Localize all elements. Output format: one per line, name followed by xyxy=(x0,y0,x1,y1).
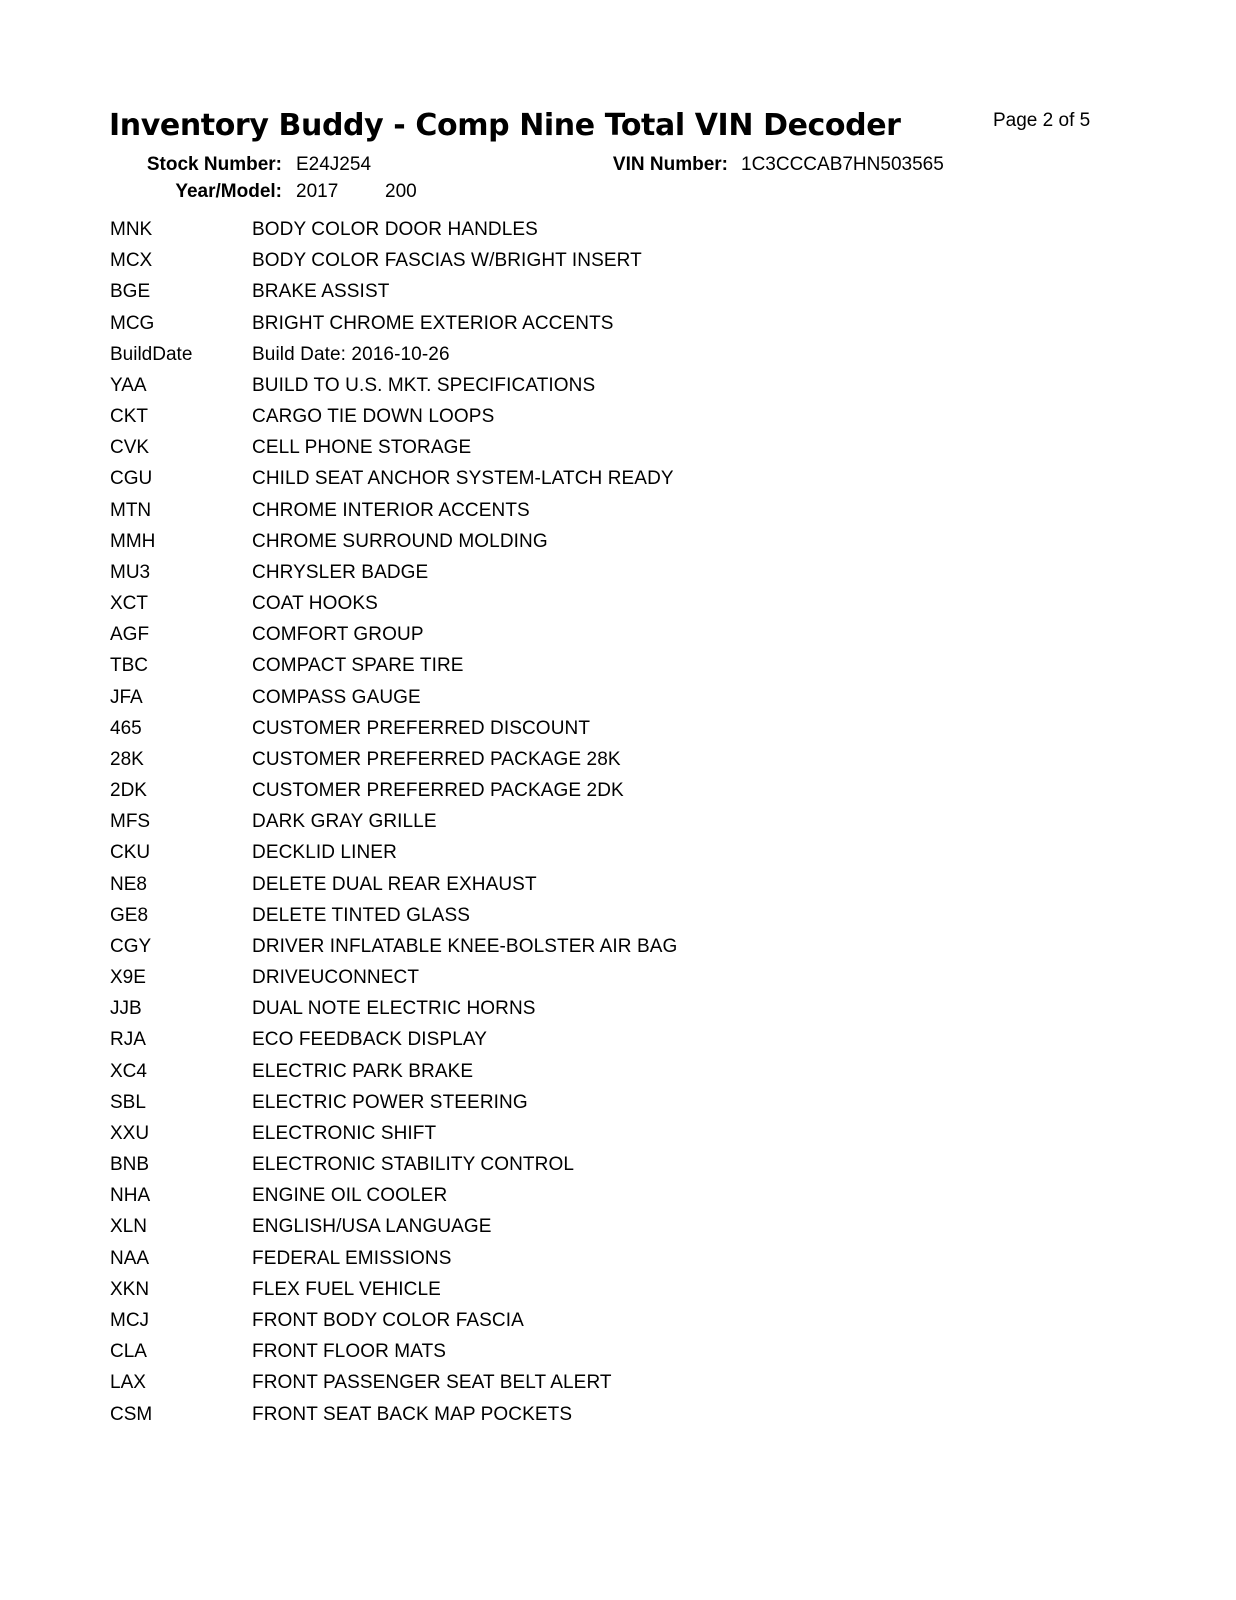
option-description: CUSTOMER PREFERRED PACKAGE 28K xyxy=(252,748,621,770)
vin-number-value: 1C3CCCAB7HN503565 xyxy=(741,154,944,175)
option-row xyxy=(0,624,1236,655)
option-row xyxy=(0,500,1236,531)
option-row xyxy=(0,1029,1236,1060)
page-number: Page 2 of 5 xyxy=(993,110,1091,131)
option-description: ENGINE OIL COOLER xyxy=(252,1185,448,1207)
option-row xyxy=(0,687,1236,718)
option-code: CKT xyxy=(110,406,148,427)
option-row xyxy=(0,437,1236,468)
option-description: DECKLID LINER xyxy=(252,842,397,864)
option-description: DARK GRAY GRILLE xyxy=(252,811,437,833)
option-code: CGU xyxy=(110,468,153,490)
option-description: COMPACT SPARE TIRE xyxy=(252,655,464,677)
option-row xyxy=(0,1123,1236,1154)
option-row xyxy=(0,811,1236,842)
option-code: 2DK xyxy=(110,780,147,802)
option-description: CARGO TIE DOWN LOOPS xyxy=(252,406,495,427)
option-row xyxy=(0,967,1236,998)
option-code: CKU xyxy=(110,842,151,864)
option-code: MCG xyxy=(110,312,155,334)
option-code: MNK xyxy=(110,219,153,240)
option-description: FRONT BODY COLOR FASCIA xyxy=(252,1310,524,1331)
option-row xyxy=(0,905,1236,936)
option-description: CELL PHONE STORAGE xyxy=(252,437,472,459)
option-code: BuildDate xyxy=(110,343,193,365)
option-description: FRONT FLOOR MATS xyxy=(252,1341,447,1363)
option-code: MCJ xyxy=(110,1310,150,1331)
option-row xyxy=(0,1279,1236,1310)
option-description: COMPASS GAUGE xyxy=(252,686,421,708)
option-row xyxy=(0,406,1236,437)
option-row xyxy=(0,1154,1236,1185)
option-row xyxy=(0,1061,1236,1092)
option-code: 28K xyxy=(110,748,144,770)
option-description: DRIVEUCONNECT xyxy=(252,967,420,989)
option-row xyxy=(0,718,1236,749)
option-description: DELETE DUAL REAR EXHAUST xyxy=(252,873,537,895)
option-code: BNB xyxy=(110,1154,150,1176)
option-description: CUSTOMER PREFERRED PACKAGE 2DK xyxy=(252,780,624,802)
option-code: BGE xyxy=(110,281,151,303)
option-description: FEDERAL EMISSIONS xyxy=(252,1247,452,1269)
option-description: COMFORT GROUP xyxy=(252,624,424,646)
option-description: CHRYSLER BADGE xyxy=(252,561,429,583)
option-row xyxy=(0,1092,1236,1123)
option-code: CVK xyxy=(110,437,150,459)
option-code: LAX xyxy=(110,1372,146,1394)
option-description: FRONT PASSENGER SEAT BELT ALERT xyxy=(252,1372,612,1394)
option-row xyxy=(0,655,1236,686)
option-code: JFA xyxy=(110,686,143,708)
option-row xyxy=(0,1341,1236,1372)
option-row xyxy=(0,562,1236,593)
option-code: NE8 xyxy=(110,873,147,895)
option-code: AGF xyxy=(110,624,150,646)
option-row xyxy=(0,375,1236,406)
option-code: NAA xyxy=(110,1247,150,1269)
option-code: XCT xyxy=(110,593,148,614)
option-code: 465 xyxy=(110,717,142,739)
option-row xyxy=(0,593,1236,624)
option-description: COAT HOOKS xyxy=(252,593,378,614)
model-value: 200 xyxy=(385,181,417,202)
option-code: XC4 xyxy=(110,1060,147,1082)
option-row xyxy=(0,1216,1236,1247)
option-code: MCX xyxy=(110,250,153,272)
year-value: 2017 xyxy=(296,181,339,202)
option-description: ELECTRONIC STABILITY CONTROL xyxy=(252,1154,574,1176)
option-description: DRIVER INFLATABLE KNEE-BOLSTER AIR BAG xyxy=(252,935,678,957)
option-description: ELECTRIC POWER STEERING xyxy=(252,1091,528,1113)
option-description: DELETE TINTED GLASS xyxy=(252,904,470,926)
option-row xyxy=(0,281,1236,312)
option-description: ENGLISH/USA LANGUAGE xyxy=(252,1216,492,1238)
option-description: FRONT SEAT BACK MAP POCKETS xyxy=(252,1403,573,1425)
option-code: RJA xyxy=(110,1029,146,1051)
option-description: BUILD TO U.S. MKT. SPECIFICATIONS xyxy=(252,374,596,396)
option-code: NHA xyxy=(110,1185,151,1207)
option-row xyxy=(0,998,1236,1029)
option-description: BODY COLOR DOOR HANDLES xyxy=(252,219,538,240)
option-description: CHROME SURROUND MOLDING xyxy=(252,530,548,552)
option-code: JJB xyxy=(110,998,142,1020)
option-code: XXU xyxy=(110,1122,150,1144)
option-code: X9E xyxy=(110,967,146,989)
year-model-label: Year/Model: xyxy=(175,181,282,202)
option-row xyxy=(0,1248,1236,1279)
vin-number-label: VIN Number: xyxy=(612,154,728,175)
option-code: TBC xyxy=(110,655,148,677)
option-description: CHILD SEAT ANCHOR SYSTEM-LATCH READY xyxy=(252,468,674,490)
option-code: SBL xyxy=(110,1091,146,1113)
option-code: XKN xyxy=(110,1278,150,1300)
option-row xyxy=(0,874,1236,905)
option-row xyxy=(0,936,1236,967)
option-code: MMH xyxy=(110,530,156,552)
option-row xyxy=(0,1372,1236,1403)
option-row xyxy=(0,1185,1236,1216)
option-row xyxy=(0,749,1236,780)
option-row xyxy=(0,842,1236,873)
stock-number-label: Stock Number: xyxy=(146,154,282,175)
option-code: CSM xyxy=(110,1403,153,1425)
option-code: GE8 xyxy=(110,904,149,926)
option-description: ELECTRONIC SHIFT xyxy=(252,1122,437,1144)
option-description: CUSTOMER PREFERRED DISCOUNT xyxy=(252,717,591,739)
option-description: FLEX FUEL VEHICLE xyxy=(252,1278,441,1300)
option-row xyxy=(0,468,1236,499)
option-row xyxy=(0,313,1236,344)
option-row xyxy=(0,250,1236,281)
option-row xyxy=(0,219,1236,250)
option-code: MU3 xyxy=(110,561,151,583)
option-code: CLA xyxy=(110,1341,147,1363)
option-description: CHROME INTERIOR ACCENTS xyxy=(252,499,530,521)
option-row xyxy=(0,1310,1236,1341)
option-row xyxy=(0,780,1236,811)
option-row xyxy=(0,344,1236,375)
option-description: BRIGHT CHROME EXTERIOR ACCENTS xyxy=(252,312,614,334)
option-code: XLN xyxy=(110,1216,147,1238)
option-description: ELECTRIC PARK BRAKE xyxy=(252,1060,474,1082)
option-description: Build Date: 2016-10-26 xyxy=(252,343,450,365)
option-description: DUAL NOTE ELECTRIC HORNS xyxy=(252,998,536,1020)
option-description: ECO FEEDBACK DISPLAY xyxy=(252,1029,487,1051)
option-code: MFS xyxy=(110,811,151,833)
stock-number-value: E24J254 xyxy=(296,154,372,175)
option-code: CGY xyxy=(110,935,152,957)
option-description: BODY COLOR FASCIAS W/BRIGHT INSERT xyxy=(252,250,642,272)
option-row xyxy=(0,531,1236,562)
document-title: Inventory Buddy - Comp Nine Total VIN Decoder xyxy=(109,108,901,143)
option-code: MTN xyxy=(110,499,152,521)
option-row xyxy=(0,1404,1236,1435)
option-description: BRAKE ASSIST xyxy=(252,281,390,303)
option-code: YAA xyxy=(110,374,147,396)
